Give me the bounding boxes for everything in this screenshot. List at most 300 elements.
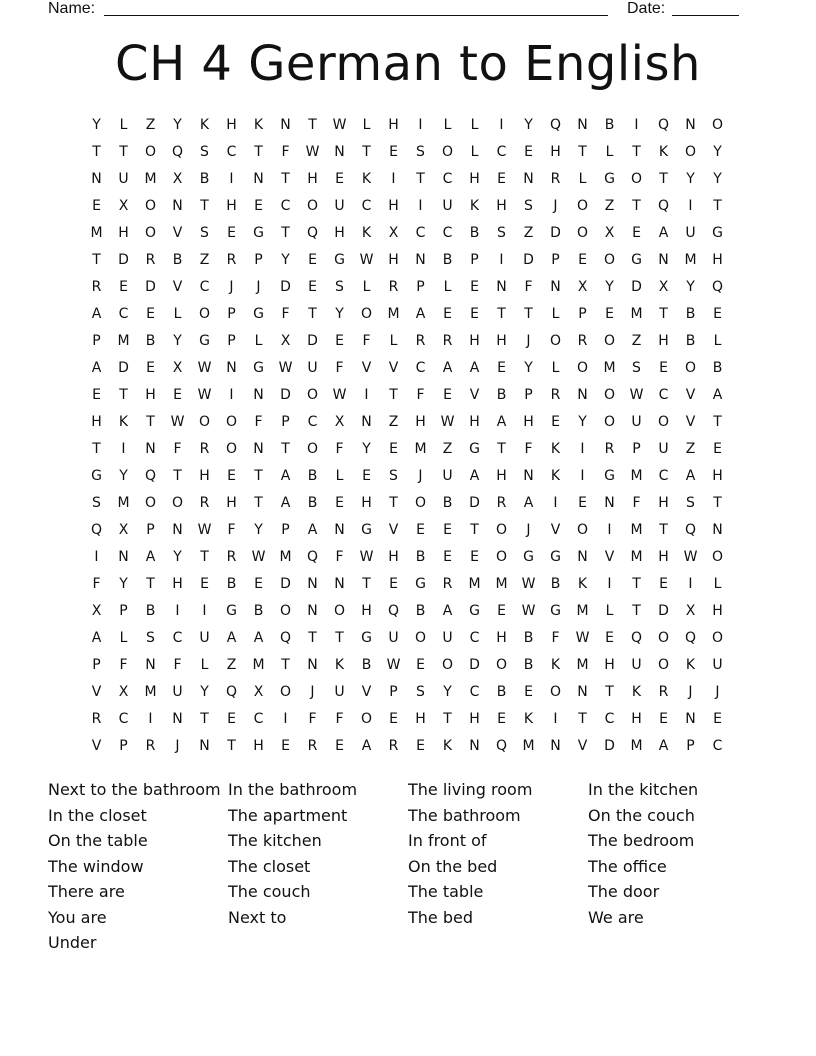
grid-letter[interactable]: X: [577, 278, 588, 295]
grid-letter[interactable]: A: [442, 602, 453, 619]
grid-letter[interactable]: W: [683, 548, 698, 565]
grid-letter[interactable]: K: [550, 440, 561, 457]
grid-letter[interactable]: S: [335, 278, 344, 295]
grid-letter[interactable]: K: [361, 224, 372, 241]
grid-letter[interactable]: N: [253, 170, 264, 187]
grid-letter[interactable]: B: [685, 305, 696, 322]
grid-letter[interactable]: F: [416, 386, 425, 403]
grid-letter[interactable]: O: [144, 494, 157, 511]
date-blank-line[interactable]: [672, 15, 739, 16]
grid-letter[interactable]: S: [92, 494, 101, 511]
grid-letter[interactable]: L: [362, 278, 371, 295]
grid-letter[interactable]: E: [524, 683, 533, 700]
grid-letter[interactable]: Y: [578, 413, 587, 430]
grid-letter[interactable]: R: [658, 683, 669, 700]
grid-letter[interactable]: R: [604, 440, 615, 457]
grid-letter[interactable]: T: [200, 710, 209, 727]
grid-letter[interactable]: L: [713, 332, 722, 349]
grid-letter[interactable]: G: [415, 575, 426, 592]
grid-letter[interactable]: B: [199, 170, 210, 187]
grid-letter[interactable]: B: [415, 548, 426, 565]
grid-letter[interactable]: T: [254, 467, 263, 484]
grid-letter[interactable]: E: [497, 170, 506, 187]
grid-letter[interactable]: I: [634, 116, 639, 133]
grid-letter[interactable]: H: [496, 197, 507, 214]
grid-letter[interactable]: T: [713, 413, 722, 430]
grid-letter[interactable]: W: [521, 602, 536, 619]
grid-letter[interactable]: X: [658, 278, 669, 295]
grid-letter[interactable]: C: [280, 197, 291, 214]
grid-letter[interactable]: J: [526, 332, 531, 349]
grid-letter[interactable]: M: [522, 737, 535, 754]
grid-letter[interactable]: V: [685, 413, 696, 430]
grid-letter[interactable]: M: [630, 737, 643, 754]
grid-letter[interactable]: E: [227, 710, 236, 727]
grid-letter[interactable]: N: [226, 359, 237, 376]
grid-letter[interactable]: O: [225, 440, 238, 457]
grid-letter[interactable]: C: [307, 413, 318, 430]
grid-letter[interactable]: T: [713, 494, 722, 511]
grid-letter[interactable]: T: [227, 737, 236, 754]
grid-letter[interactable]: E: [227, 467, 236, 484]
grid-letter[interactable]: D: [280, 575, 291, 592]
grid-letter[interactable]: Q: [225, 683, 238, 700]
grid-letter[interactable]: Y: [173, 332, 182, 349]
grid-letter[interactable]: E: [443, 386, 452, 403]
grid-letter[interactable]: V: [550, 521, 561, 538]
grid-letter[interactable]: N: [361, 413, 372, 430]
grid-letter[interactable]: S: [416, 683, 425, 700]
grid-letter[interactable]: U: [658, 440, 669, 457]
name-blank-line[interactable]: [104, 15, 608, 16]
grid-letter[interactable]: D: [550, 224, 561, 241]
grid-letter[interactable]: A: [658, 737, 669, 754]
grid-letter[interactable]: W: [440, 413, 455, 430]
grid-letter[interactable]: T: [659, 521, 668, 538]
grid-letter[interactable]: D: [118, 359, 129, 376]
grid-letter[interactable]: N: [658, 251, 669, 268]
grid-letter[interactable]: T: [200, 548, 209, 565]
grid-letter[interactable]: X: [91, 602, 102, 619]
grid-letter[interactable]: N: [523, 170, 534, 187]
grid-letter[interactable]: G: [361, 521, 372, 538]
grid-letter[interactable]: Y: [119, 575, 128, 592]
grid-letter[interactable]: E: [308, 278, 317, 295]
grid-letter[interactable]: F: [92, 575, 101, 592]
grid-letter[interactable]: N: [577, 386, 588, 403]
grid-letter[interactable]: E: [713, 710, 722, 727]
grid-letter[interactable]: C: [199, 278, 210, 295]
grid-letter[interactable]: X: [280, 332, 291, 349]
grid-letter[interactable]: L: [713, 575, 722, 592]
grid-letter[interactable]: H: [496, 332, 507, 349]
grid-letter[interactable]: T: [362, 143, 371, 160]
grid-letter[interactable]: D: [280, 386, 291, 403]
grid-letter[interactable]: V: [361, 683, 372, 700]
grid-letter[interactable]: Z: [388, 413, 399, 430]
grid-letter[interactable]: Z: [604, 197, 615, 214]
grid-letter[interactable]: T: [146, 575, 155, 592]
grid-letter[interactable]: T: [389, 386, 398, 403]
grid-letter[interactable]: B: [307, 494, 318, 511]
grid-letter[interactable]: K: [550, 467, 561, 484]
grid-letter[interactable]: T: [416, 170, 425, 187]
grid-letter[interactable]: O: [603, 413, 616, 430]
grid-letter[interactable]: E: [416, 521, 425, 538]
grid-letter[interactable]: T: [92, 251, 101, 268]
grid-letter[interactable]: C: [118, 710, 129, 727]
grid-letter[interactable]: Q: [306, 548, 319, 565]
grid-letter[interactable]: E: [497, 710, 506, 727]
grid-letter[interactable]: I: [499, 116, 504, 133]
grid-letter[interactable]: P: [389, 683, 398, 700]
grid-letter[interactable]: E: [713, 305, 722, 322]
grid-letter[interactable]: L: [578, 170, 587, 187]
grid-letter[interactable]: G: [253, 224, 264, 241]
grid-letter[interactable]: C: [496, 143, 507, 160]
grid-letter[interactable]: K: [361, 170, 372, 187]
grid-letter[interactable]: H: [658, 332, 669, 349]
grid-letter[interactable]: X: [334, 413, 345, 430]
grid-letter[interactable]: H: [604, 656, 615, 673]
grid-letter[interactable]: P: [686, 737, 695, 754]
grid-letter[interactable]: F: [227, 521, 236, 538]
grid-letter[interactable]: O: [360, 305, 373, 322]
grid-letter[interactable]: N: [334, 575, 345, 592]
grid-letter[interactable]: H: [658, 548, 669, 565]
grid-letter[interactable]: M: [117, 332, 130, 349]
grid-letter[interactable]: V: [388, 359, 399, 376]
grid-letter[interactable]: Q: [279, 629, 292, 646]
grid-letter[interactable]: C: [118, 305, 129, 322]
grid-letter[interactable]: T: [119, 386, 128, 403]
grid-letter[interactable]: R: [550, 386, 561, 403]
grid-letter[interactable]: R: [307, 737, 318, 754]
grid-letter[interactable]: A: [145, 548, 156, 565]
grid-letter[interactable]: S: [524, 197, 533, 214]
grid-letter[interactable]: A: [91, 305, 102, 322]
grid-letter[interactable]: N: [415, 251, 426, 268]
grid-letter[interactable]: G: [550, 602, 561, 619]
grid-letter[interactable]: C: [658, 386, 669, 403]
grid-letter[interactable]: K: [550, 656, 561, 673]
grid-letter[interactable]: R: [145, 737, 156, 754]
grid-letter[interactable]: Y: [605, 278, 614, 295]
grid-letter[interactable]: M: [630, 467, 643, 484]
grid-letter[interactable]: G: [334, 251, 345, 268]
grid-letter[interactable]: O: [306, 197, 319, 214]
grid-letter[interactable]: H: [199, 467, 210, 484]
grid-letter[interactable]: U: [712, 656, 723, 673]
grid-letter[interactable]: T: [308, 629, 317, 646]
grid-letter[interactable]: R: [388, 278, 399, 295]
grid-letter[interactable]: T: [308, 305, 317, 322]
grid-letter[interactable]: D: [469, 656, 480, 673]
grid-letter[interactable]: L: [470, 116, 479, 133]
grid-letter[interactable]: W: [386, 656, 401, 673]
grid-letter[interactable]: R: [199, 494, 210, 511]
grid-letter[interactable]: H: [415, 413, 426, 430]
grid-letter[interactable]: M: [630, 305, 643, 322]
grid-letter[interactable]: K: [631, 683, 642, 700]
grid-letter[interactable]: Y: [335, 305, 344, 322]
grid-letter[interactable]: W: [359, 251, 374, 268]
grid-letter[interactable]: A: [712, 386, 723, 403]
grid-letter[interactable]: O: [576, 224, 589, 241]
grid-letter[interactable]: W: [251, 548, 266, 565]
grid-letter[interactable]: T: [362, 575, 371, 592]
grid-letter[interactable]: G: [469, 602, 480, 619]
grid-letter[interactable]: W: [332, 386, 347, 403]
grid-letter[interactable]: E: [92, 386, 101, 403]
grid-letter[interactable]: S: [389, 467, 398, 484]
grid-letter[interactable]: O: [495, 656, 508, 673]
grid-letter[interactable]: V: [685, 386, 696, 403]
grid-letter[interactable]: W: [629, 386, 644, 403]
grid-letter[interactable]: E: [443, 305, 452, 322]
grid-letter[interactable]: Q: [684, 629, 697, 646]
grid-letter[interactable]: O: [711, 548, 724, 565]
grid-letter[interactable]: N: [604, 494, 615, 511]
grid-letter[interactable]: B: [550, 575, 561, 592]
grid-letter[interactable]: N: [334, 143, 345, 160]
grid-letter[interactable]: Z: [199, 251, 210, 268]
grid-letter[interactable]: V: [469, 386, 480, 403]
grid-letter[interactable]: T: [659, 170, 668, 187]
grid-letter[interactable]: T: [578, 710, 587, 727]
grid-letter[interactable]: H: [91, 413, 102, 430]
grid-letter[interactable]: O: [306, 386, 319, 403]
grid-letter[interactable]: L: [362, 116, 371, 133]
grid-letter[interactable]: T: [92, 440, 101, 457]
grid-letter[interactable]: I: [580, 440, 585, 457]
grid-letter[interactable]: F: [335, 440, 344, 457]
grid-letter[interactable]: T: [281, 656, 290, 673]
grid-letter[interactable]: F: [173, 440, 182, 457]
grid-letter[interactable]: J: [229, 278, 234, 295]
grid-letter[interactable]: Y: [524, 116, 533, 133]
grid-letter[interactable]: H: [145, 386, 156, 403]
grid-letter[interactable]: V: [91, 683, 102, 700]
grid-letter[interactable]: D: [280, 278, 291, 295]
grid-letter[interactable]: N: [307, 575, 318, 592]
grid-letter[interactable]: R: [442, 332, 453, 349]
grid-letter[interactable]: O: [657, 413, 670, 430]
grid-letter[interactable]: Q: [684, 521, 697, 538]
grid-letter[interactable]: R: [496, 494, 507, 511]
grid-letter[interactable]: E: [335, 170, 344, 187]
grid-letter[interactable]: C: [469, 629, 480, 646]
grid-letter[interactable]: B: [469, 224, 480, 241]
grid-letter[interactable]: O: [711, 116, 724, 133]
grid-letter[interactable]: W: [278, 359, 293, 376]
grid-letter[interactable]: P: [119, 737, 128, 754]
grid-letter[interactable]: E: [308, 251, 317, 268]
grid-letter[interactable]: N: [550, 278, 561, 295]
grid-letter[interactable]: U: [199, 629, 210, 646]
grid-letter[interactable]: C: [226, 143, 237, 160]
grid-letter[interactable]: L: [605, 143, 614, 160]
grid-letter[interactable]: U: [118, 170, 129, 187]
grid-letter[interactable]: N: [712, 521, 723, 538]
grid-letter[interactable]: B: [523, 629, 534, 646]
grid-letter[interactable]: G: [226, 602, 237, 619]
grid-letter[interactable]: I: [418, 197, 423, 214]
grid-letter[interactable]: Q: [657, 116, 670, 133]
grid-letter[interactable]: Q: [387, 602, 400, 619]
grid-letter[interactable]: B: [145, 602, 156, 619]
grid-letter[interactable]: F: [308, 710, 317, 727]
grid-letter[interactable]: H: [712, 467, 723, 484]
grid-letter[interactable]: Q: [630, 629, 643, 646]
grid-letter[interactable]: F: [335, 710, 344, 727]
grid-letter[interactable]: B: [523, 656, 534, 673]
grid-letter[interactable]: H: [712, 251, 723, 268]
grid-letter[interactable]: F: [524, 440, 533, 457]
grid-letter[interactable]: I: [553, 494, 558, 511]
grid-letter[interactable]: H: [496, 629, 507, 646]
grid-letter[interactable]: I: [580, 467, 585, 484]
grid-letter[interactable]: G: [523, 548, 534, 565]
grid-letter[interactable]: N: [118, 548, 129, 565]
grid-letter[interactable]: H: [631, 710, 642, 727]
grid-letter[interactable]: Y: [119, 467, 128, 484]
grid-letter[interactable]: N: [334, 521, 345, 538]
grid-letter[interactable]: O: [603, 386, 616, 403]
grid-letter[interactable]: J: [310, 683, 315, 700]
grid-letter[interactable]: T: [632, 143, 641, 160]
grid-letter[interactable]: I: [94, 548, 99, 565]
grid-letter[interactable]: R: [145, 251, 156, 268]
grid-letter[interactable]: E: [470, 305, 479, 322]
grid-letter[interactable]: K: [577, 575, 588, 592]
grid-letter[interactable]: L: [119, 116, 128, 133]
grid-letter[interactable]: F: [335, 548, 344, 565]
grid-letter[interactable]: H: [496, 467, 507, 484]
grid-letter[interactable]: T: [470, 521, 479, 538]
grid-letter[interactable]: F: [524, 278, 533, 295]
grid-letter[interactable]: T: [92, 143, 101, 160]
grid-letter[interactable]: O: [576, 197, 589, 214]
grid-letter[interactable]: E: [146, 359, 155, 376]
grid-letter[interactable]: O: [198, 305, 211, 322]
grid-letter[interactable]: E: [605, 629, 614, 646]
grid-letter[interactable]: I: [553, 710, 558, 727]
grid-letter[interactable]: H: [469, 413, 480, 430]
grid-letter[interactable]: O: [711, 629, 724, 646]
grid-letter[interactable]: D: [145, 278, 156, 295]
grid-letter[interactable]: H: [712, 602, 723, 619]
grid-letter[interactable]: J: [418, 467, 423, 484]
grid-letter[interactable]: X: [388, 224, 399, 241]
grid-letter[interactable]: A: [685, 467, 696, 484]
grid-letter[interactable]: X: [253, 683, 264, 700]
grid-letter[interactable]: L: [389, 332, 398, 349]
grid-letter[interactable]: N: [172, 197, 183, 214]
grid-letter[interactable]: F: [119, 656, 128, 673]
grid-letter[interactable]: B: [307, 467, 318, 484]
grid-letter[interactable]: B: [145, 332, 156, 349]
grid-letter[interactable]: P: [92, 656, 101, 673]
grid-letter[interactable]: A: [91, 359, 102, 376]
grid-letter[interactable]: I: [607, 521, 612, 538]
grid-letter[interactable]: O: [414, 494, 427, 511]
grid-letter[interactable]: P: [470, 251, 479, 268]
grid-letter[interactable]: T: [605, 683, 614, 700]
grid-letter[interactable]: M: [90, 224, 103, 241]
grid-letter[interactable]: H: [307, 170, 318, 187]
grid-letter[interactable]: O: [549, 683, 562, 700]
grid-letter[interactable]: L: [173, 305, 182, 322]
grid-letter[interactable]: H: [334, 224, 345, 241]
grid-letter[interactable]: D: [631, 278, 642, 295]
grid-letter[interactable]: N: [172, 710, 183, 727]
grid-letter[interactable]: T: [497, 305, 506, 322]
grid-letter[interactable]: Y: [713, 143, 722, 160]
grid-letter[interactable]: C: [658, 467, 669, 484]
grid-letter[interactable]: A: [307, 521, 318, 538]
grid-letter[interactable]: P: [227, 305, 236, 322]
grid-letter[interactable]: Q: [144, 467, 157, 484]
grid-letter[interactable]: X: [118, 683, 129, 700]
grid-letter[interactable]: H: [550, 143, 561, 160]
grid-letter[interactable]: M: [630, 521, 643, 538]
grid-letter[interactable]: A: [523, 494, 534, 511]
grid-letter[interactable]: X: [685, 602, 696, 619]
grid-letter[interactable]: M: [414, 440, 427, 457]
grid-letter[interactable]: C: [469, 683, 480, 700]
grid-letter[interactable]: U: [631, 656, 642, 673]
grid-letter[interactable]: E: [281, 737, 290, 754]
grid-letter[interactable]: C: [415, 359, 426, 376]
grid-letter[interactable]: M: [630, 548, 643, 565]
grid-letter[interactable]: U: [442, 467, 453, 484]
grid-letter[interactable]: E: [335, 332, 344, 349]
grid-letter[interactable]: N: [280, 116, 291, 133]
grid-letter[interactable]: V: [172, 224, 183, 241]
grid-letter[interactable]: D: [523, 251, 534, 268]
grid-letter[interactable]: T: [443, 710, 452, 727]
grid-letter[interactable]: N: [145, 656, 156, 673]
grid-letter[interactable]: E: [389, 143, 398, 160]
grid-letter[interactable]: N: [523, 467, 534, 484]
grid-letter[interactable]: V: [361, 359, 372, 376]
grid-letter[interactable]: R: [226, 548, 237, 565]
grid-letter[interactable]: Y: [713, 170, 722, 187]
grid-letter[interactable]: H: [469, 710, 480, 727]
grid-letter[interactable]: U: [685, 224, 696, 241]
grid-letter[interactable]: A: [442, 359, 453, 376]
grid-letter[interactable]: T: [254, 494, 263, 511]
grid-letter[interactable]: M: [252, 656, 265, 673]
grid-letter[interactable]: C: [712, 737, 723, 754]
grid-letter[interactable]: L: [551, 359, 560, 376]
grid-letter[interactable]: E: [470, 548, 479, 565]
grid-letter[interactable]: L: [443, 278, 452, 295]
grid-letter[interactable]: K: [253, 116, 264, 133]
grid-letter[interactable]: H: [361, 602, 372, 619]
grid-letter[interactable]: H: [226, 116, 237, 133]
grid-letter[interactable]: W: [197, 521, 212, 538]
grid-letter[interactable]: Y: [443, 683, 452, 700]
grid-letter[interactable]: T: [281, 224, 290, 241]
grid-letter[interactable]: D: [604, 737, 615, 754]
grid-letter[interactable]: P: [416, 278, 425, 295]
grid-letter[interactable]: O: [603, 251, 616, 268]
grid-letter[interactable]: E: [389, 440, 398, 457]
grid-letter[interactable]: A: [280, 494, 291, 511]
grid-letter[interactable]: E: [470, 278, 479, 295]
